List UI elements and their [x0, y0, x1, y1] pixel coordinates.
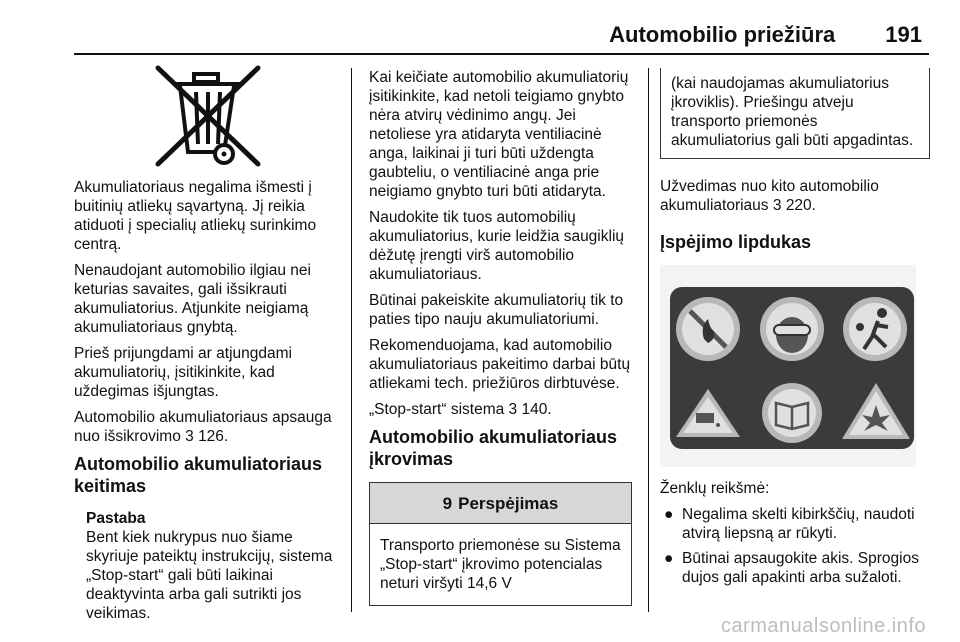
bullet-list — [660, 505, 930, 587]
paragraph-text: „Stop-start“ sistema — [369, 401, 505, 418]
paragraph: Akumuliatoriaus negalima išmesti į buitinių atliekų sąvartyną. Jį reikia atiduoti į specialių atliekų surinkimo centrą. — [74, 179, 317, 253]
warning-triangle-icon: 9 — [442, 493, 453, 513]
paragraph — [369, 400, 632, 419]
list-item-text: Negalima skelti kibirkščių, naudoti atvirą liepsną ar rūkyti. — [682, 506, 915, 542]
paragraph: Ženklų reikšmė: — [660, 480, 770, 497]
section-heading: Automobilio akumuliatoriaus keitimas — [74, 454, 323, 496]
list-item — [660, 505, 930, 543]
header-title: Automobilio priežiūra — [609, 22, 836, 47]
note-title: Pastaba — [86, 510, 146, 527]
bullet-icon: ● — [664, 550, 674, 567]
page-number: 191 — [885, 22, 922, 47]
paragraph-text: Automobilio akumuliatoriaus apsauga nuo išsikrovimo — [74, 409, 332, 445]
note-text: Bent kiek nukrypus nuo šiame skyriuje pateiktų instrukcijų, sistema „Stop-start“ gali būti laikinai deaktyvinta arba gali sutrikti jos veikimas. — [86, 529, 333, 622]
column-divider-1 — [351, 68, 352, 612]
column-3 — [660, 68, 930, 593]
crossed-bin-icon — [74, 62, 342, 170]
warning-box — [369, 482, 632, 606]
section-heading: Automobilio akumuliatoriaus įkrovimas — [369, 427, 618, 469]
paragraph: Nenaudojant automobilio ilgiau nei keturias savaites, gali išsikrauti akumuliatorius. Atjunkite neigiamą akumuliatoriaus gnybtą. — [74, 262, 311, 336]
paragraph: Būtinai pakeiskite akumuliatorių tik to paties tipo nauju akumuliatoriumi. — [369, 292, 624, 328]
warning-sticker-image — [660, 265, 916, 467]
warning-text: Transporto priemonėse su Sistema „Stop-start“ įkrovimo potencialas neturi viršyti 14,6 V — [380, 537, 621, 592]
column-1 — [74, 62, 342, 623]
paragraph: Naudokite tik tuos automobilių akumuliatorius, kurie leidžia saugiklių dėžutę įrengti virš automobilio akumuliatoriaus. — [369, 209, 625, 283]
paragraph: Kai keičiate automobilio akumuliatorių įsitikinkite, kad netoli teigiamo gnybto nėra atvirų vėdinimo angų. Jei netoliese yra atidaryta ventiliacinė anga, laikinai ji turi būti uždengta gaubteliu, o ventiliacinė anga prie neigiamo gnybto turi būti atidaryta. — [369, 69, 629, 200]
page-ref-link[interactable]: 126. — [198, 428, 229, 445]
paragraph — [74, 408, 342, 446]
page-ref-link[interactable]: 220. — [785, 197, 816, 214]
watermark: carmanualsonline.info — [720, 615, 926, 637]
page-ref-link[interactable]: 140. — [521, 401, 552, 418]
paragraph — [660, 177, 930, 215]
section-heading: Įspėjimo lipdukas — [660, 232, 812, 252]
header-rule — [74, 53, 929, 55]
paragraph: Prieš prijungdami ar atjungdami akumuliatorių, įsitikinkite, kad uždegimas išjungtas. — [74, 345, 292, 400]
column-divider-2 — [648, 68, 649, 612]
list-item — [660, 549, 930, 587]
list-item-text: Būtinai apsaugokite akis. Sprogios dujos gali apakinti arba sužaloti. — [682, 550, 919, 586]
column-2 — [369, 68, 632, 606]
warning-label-figure — [660, 265, 916, 467]
page-header — [609, 22, 922, 48]
page-ref-arrow-icon: 3 — [185, 428, 194, 445]
note-block — [74, 509, 342, 623]
page-ref-arrow-icon: 3 — [772, 197, 782, 214]
warning-box-continued: (kai naudojamas akumuliatorius įkroviklis). Priešingu atveju transporto priemonės akumuliatorius gali būti apgadintas. — [660, 68, 930, 159]
warning-title: Perspėjimas — [458, 493, 559, 513]
page-ref-arrow-icon: 3 — [508, 401, 518, 418]
paragraph: Rekomenduojama, kad automobilio akumuliatoriaus pakeitimo darbai būtų atliekami tech. priežiūros dirbtuvėse. — [369, 337, 631, 392]
bullet-icon: ● — [664, 506, 674, 523]
warning-header — [370, 483, 631, 524]
paragraph-text: Užvedimas nuo kito automobilio akumuliatoriaus — [660, 178, 879, 214]
